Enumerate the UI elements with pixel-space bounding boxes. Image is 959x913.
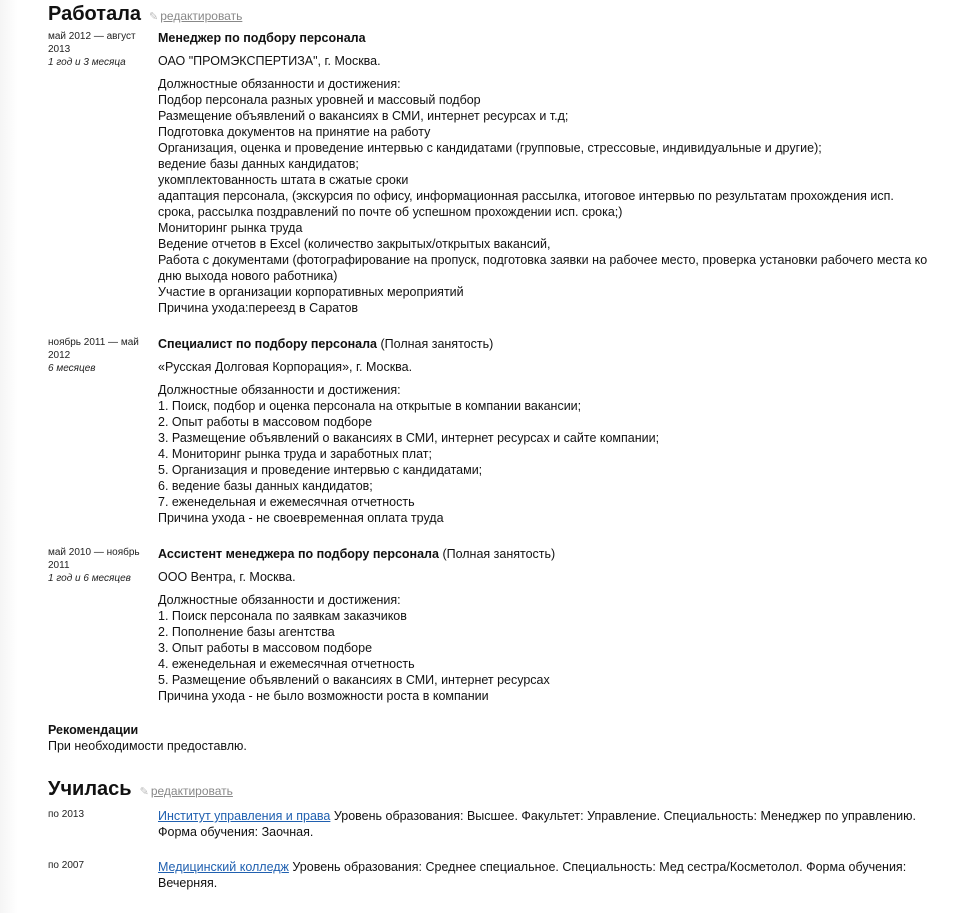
recommendations-title: Рекомендации xyxy=(48,723,139,737)
job-line: 5. Размещение объявлений о вакансиях в СМИ, интернет ресурсах xyxy=(158,673,550,687)
job-dates xyxy=(48,546,152,585)
job-period: май 2010 — ноябрь 2011 xyxy=(48,547,140,571)
job-content xyxy=(158,30,928,316)
job-line: 2. Пополнение базы агентства xyxy=(158,625,335,639)
work-section-title: Работала xyxy=(48,3,142,25)
job-company: ООО Вентра, г. Москва. xyxy=(158,570,296,584)
job-description xyxy=(158,592,928,704)
recommendations-block xyxy=(48,722,247,754)
job-description xyxy=(158,382,928,526)
education-edit-link[interactable]: редактировать xyxy=(150,784,233,798)
education-period: по 2007 xyxy=(48,860,85,871)
job-duration: 1 год и 3 месяца xyxy=(48,57,126,68)
job-line: Должностные обязанности и достижения: xyxy=(158,383,401,397)
job-line: 7. еженедельная и ежемесячная отчетность xyxy=(158,495,415,509)
job-line: 3. Размещение объявлений о вакансиях в СМИ, интернет ресурсах и сайте компании; xyxy=(158,431,660,445)
education-period: по 2013 xyxy=(48,809,85,820)
job-content xyxy=(158,546,928,704)
job-line: 6. ведение базы данных кандидатов; xyxy=(158,479,373,493)
education-content xyxy=(158,859,928,891)
education-institution-link[interactable]: Институт управления и права xyxy=(158,809,331,823)
job-employment-type: (Полная занятость) xyxy=(380,337,494,351)
job-line: 4. еженедельная и ежемесячная отчетность xyxy=(158,657,415,671)
job-line: 5. Организация и проведение интервью с кандидатами; xyxy=(158,463,483,477)
job-line: Причина ухода - не своевременная оплата труда xyxy=(158,511,444,525)
job-line: 2. Опыт работы в массовом подборе xyxy=(158,415,373,429)
job-employment-type: (Полная занятость) xyxy=(442,547,556,561)
pencil-icon: ✎ xyxy=(139,786,149,798)
job-line: Причина ухода - не было возможности роста в компании xyxy=(158,689,489,703)
job-line: адаптация персонала, (экскурсия по офису, информационная рассылка, итоговое интервью по результатам прохождения исп. срока, рассылка поздравлений по почте об успешном прохождении исп. срока;) xyxy=(158,189,894,219)
page-left-gutter xyxy=(0,0,18,913)
job-description xyxy=(158,76,928,316)
education-edit-control[interactable] xyxy=(140,784,233,798)
recommendations-text: При необходимости предоставлю. xyxy=(48,739,247,753)
job-line: Подбор персонала разных уровней и массовый подбор xyxy=(158,93,481,107)
job-company: «Русская Долговая Корпорация», г. Москва. xyxy=(158,360,413,374)
job-line: Работа с документами (фотографирование на пропуск, подготовка заявки на рабочее место, проверка установки рабочего места ко дню выхода нового работника) xyxy=(158,253,928,283)
job-position: Менеджер по подбору персонала xyxy=(158,31,366,45)
job-line: 1. Поиск персонала по заявкам заказчиков xyxy=(158,609,407,623)
job-line: Организация, оценка и проведение интервью с кандидатами (групповые, стрессовые, индивидуальные и другие); xyxy=(158,141,822,155)
job-line: Участие в организации корпоративных мероприятий xyxy=(158,285,464,299)
work-edit-link[interactable]: редактировать xyxy=(160,9,243,23)
education-content xyxy=(158,808,928,840)
job-line: Размещение объявлений о вакансиях в СМИ, интернет ресурсах и т.д; xyxy=(158,109,569,123)
job-position: Специалист по подбору персонала xyxy=(158,337,378,351)
job-duration: 1 год и 6 месяцев xyxy=(48,573,131,584)
education-institution-link[interactable]: Медицинский колледж xyxy=(158,860,289,874)
job-line: Подготовка документов на принятие на работу xyxy=(158,125,431,139)
job-line: Ведение отчетов в Excel (количество закрытых/открытых вакансий, xyxy=(158,237,551,251)
job-line: ведение базы данных кандидатов; xyxy=(158,157,359,171)
job-duration: 6 месяцев xyxy=(48,363,96,374)
job-period: ноябрь 2011 — май 2012 xyxy=(48,337,139,361)
job-dates xyxy=(48,336,152,375)
education-section-title: Училась xyxy=(48,778,132,800)
pencil-icon: ✎ xyxy=(149,11,159,23)
education-section-header xyxy=(48,778,233,801)
job-content xyxy=(158,336,928,526)
work-section-header xyxy=(48,3,242,26)
job-dates xyxy=(48,30,152,69)
job-line: Должностные обязанности и достижения: xyxy=(158,593,401,607)
job-line: 1. Поиск, подбор и оценка персонала на открытые в компании вакансии; xyxy=(158,399,582,413)
job-line: Мониторинг рынка труда xyxy=(158,221,303,235)
job-line: Должностные обязанности и достижения: xyxy=(158,77,401,91)
education-details: Уровень образования: Высшее. Факультет: Управление. Специальность: Менеджер по управлению. Форма обучения: Заочная. xyxy=(158,809,917,839)
job-position: Ассистент менеджера по подбору персонала xyxy=(158,547,439,561)
job-line: 3. Опыт работы в массовом подборе xyxy=(158,641,373,655)
work-edit-control[interactable] xyxy=(149,9,242,23)
job-period: май 2012 — август 2013 xyxy=(48,31,136,55)
job-line: 4. Мониторинг рынка труда и заработных плат; xyxy=(158,447,432,461)
education-details: Уровень образования: Среднее специальное. Специальность: Мед сестра/Косметолол. Форма обучения: Вечерняя. xyxy=(158,860,907,890)
job-line: Причина ухода:переезд в Саратов xyxy=(158,301,359,315)
job-company: ОАО "ПРОМЭКСПЕРТИЗА", г. Москва. xyxy=(158,54,381,68)
job-line: укомплектованность штата в сжатые сроки xyxy=(158,173,409,187)
